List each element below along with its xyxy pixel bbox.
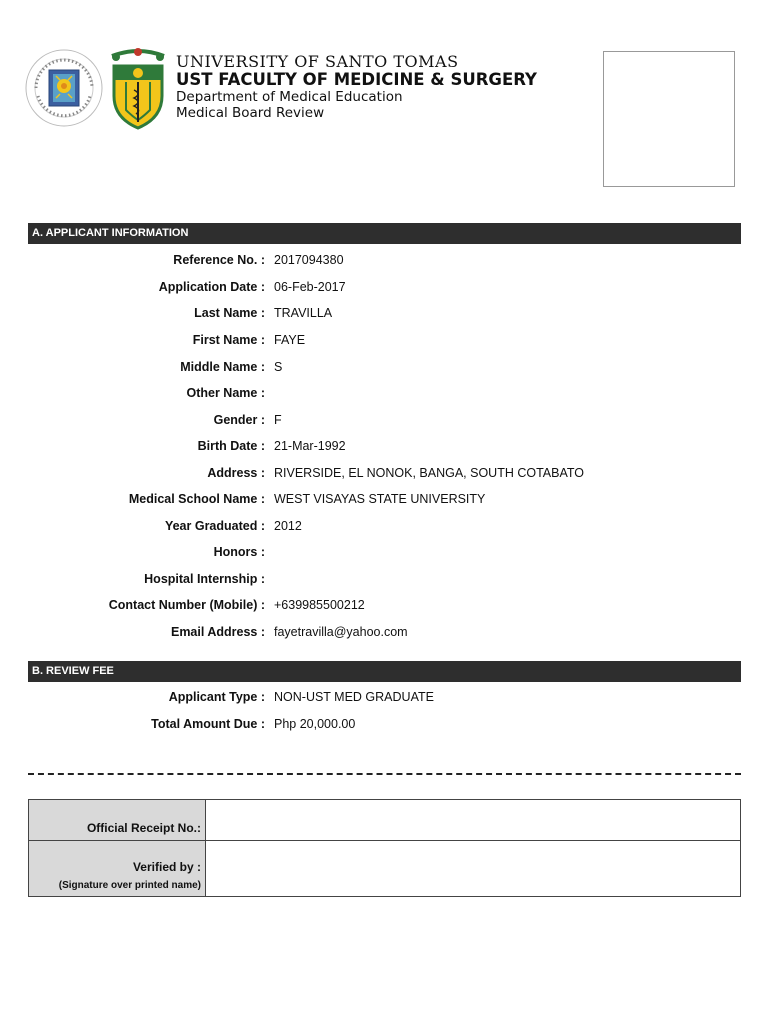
verified-label-cell [29, 841, 206, 896]
field-value: WEST VISAYAS STATE UNIVERSITY [274, 492, 486, 506]
field-label: First Name : [192, 333, 265, 347]
receipt-label-cell [29, 800, 206, 841]
photo-box [603, 51, 735, 187]
department-name: Department of Medical Education [176, 89, 403, 106]
section-a-title: A. APPLICANT INFORMATION [28, 223, 741, 244]
field-year-graduated [0, 519, 768, 537]
field-value: 21-Mar-1992 [274, 439, 346, 453]
field-value: 06-Feb-2017 [274, 280, 346, 294]
field-application-date [0, 280, 768, 298]
document-header [24, 44, 584, 144]
faculty-name: UST FACULTY OF MEDICINE & SURGERY [176, 70, 537, 90]
field-label: Hospital Internship : [144, 572, 265, 586]
field-label: Other Name : [186, 386, 265, 400]
university-seal-icon [24, 48, 104, 128]
field-value: S [274, 360, 283, 374]
program-name: Medical Board Review [176, 104, 325, 121]
section-b-title: B. REVIEW FEE [28, 661, 741, 682]
field-label: Application Date : [158, 280, 265, 294]
field-value: TRAVILLA [274, 306, 333, 320]
university-name: UNIVERSITY OF SANTO TOMAS [176, 52, 459, 71]
field-label: Honors : [213, 545, 265, 559]
field-value: F [274, 413, 282, 427]
field-value: FAYE [274, 333, 306, 347]
verified-label: Verified by : [132, 860, 201, 874]
field-last-name [0, 306, 768, 324]
field-label: Total Amount Due : [151, 717, 265, 731]
field-middle-name [0, 360, 768, 378]
field-hospital-internship [0, 572, 768, 590]
field-label: Applicant Type : [168, 690, 265, 704]
field-total-amount-due [0, 717, 768, 735]
field-label: Middle Name : [180, 360, 265, 374]
field-gender [0, 413, 768, 431]
field-reference-no [0, 253, 768, 271]
field-label: Email Address : [170, 625, 265, 639]
field-applicant-type [0, 690, 768, 708]
field-label: Reference No. : [173, 253, 265, 267]
field-value: 2012 [274, 519, 302, 533]
field-value: fayetravilla@yahoo.com [274, 625, 408, 639]
table-divider [206, 840, 740, 841]
field-email-address [0, 625, 768, 643]
cut-line-divider [28, 773, 741, 775]
field-birth-date [0, 439, 768, 457]
faculty-crest-icon [106, 46, 170, 130]
header-text-block [176, 53, 537, 121]
field-label: Medical School Name : [128, 492, 265, 506]
field-label: Last Name : [194, 306, 265, 320]
office-use-table [28, 799, 741, 897]
field-label: Year Graduated : [164, 519, 265, 533]
verified-sublabel: (Signature over printed name) [58, 880, 201, 891]
field-label: Address : [207, 466, 265, 480]
field-value: +639985500212 [274, 598, 365, 612]
field-medical-school [0, 492, 768, 510]
receipt-label: Official Receipt No.: [86, 821, 201, 835]
field-address [0, 466, 768, 484]
field-value: RIVERSIDE, EL NONOK, BANGA, SOUTH COTABATO [274, 466, 585, 480]
field-contact-number [0, 598, 768, 616]
field-honors [0, 545, 768, 563]
field-label: Birth Date : [197, 439, 265, 453]
field-value: 2017094380 [274, 253, 344, 267]
field-value: NON-UST MED GRADUATE [274, 690, 434, 704]
field-value: Php 20,000.00 [274, 717, 356, 731]
field-label: Gender : [213, 413, 265, 427]
field-first-name [0, 333, 768, 351]
field-other-name [0, 386, 768, 404]
field-label: Contact Number (Mobile) : [108, 598, 265, 612]
